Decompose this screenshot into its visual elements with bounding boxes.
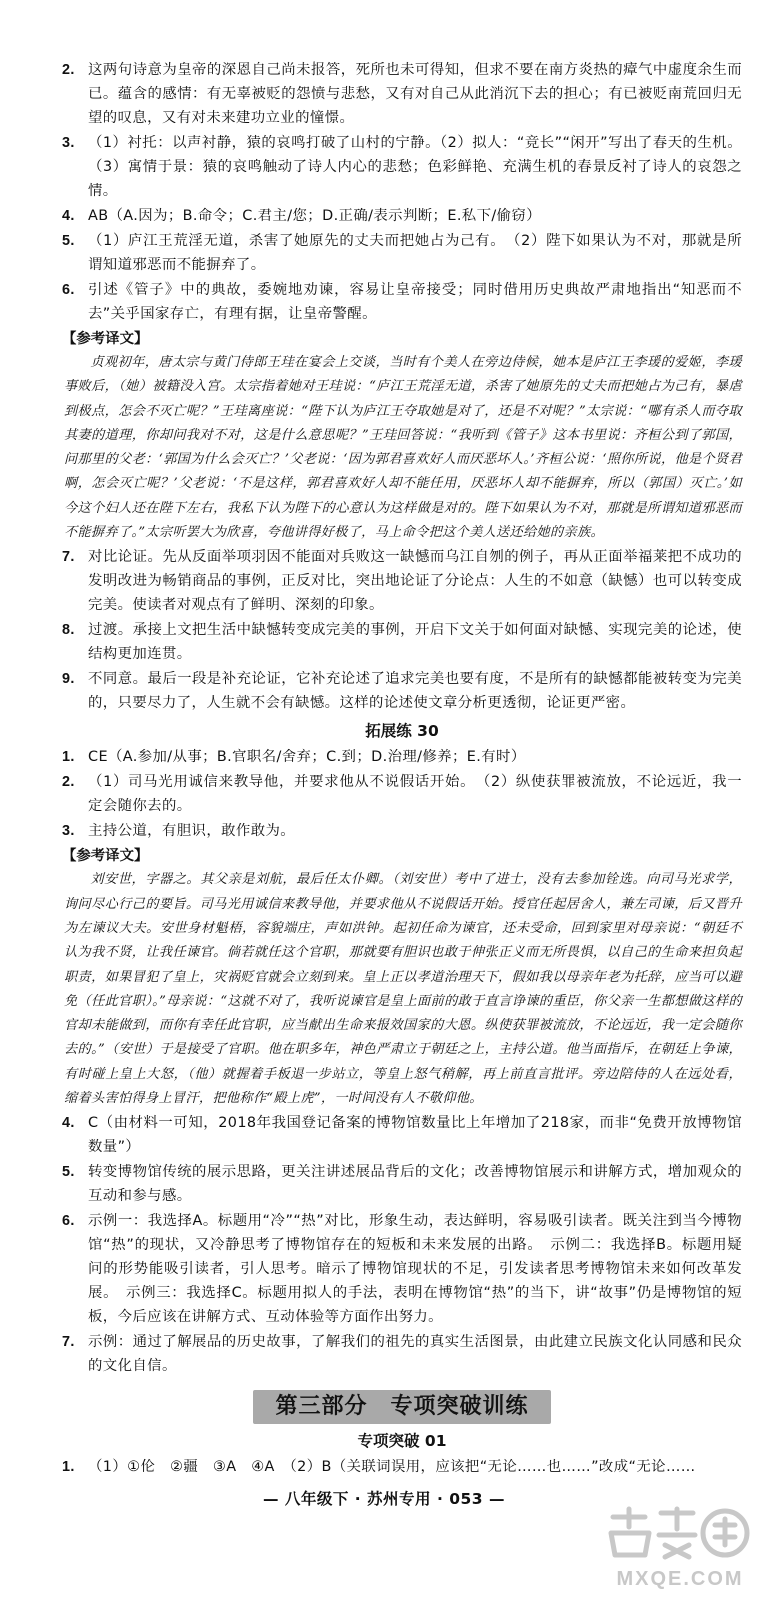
item-number: 9. — [62, 671, 75, 688]
item-number: 4. — [62, 1115, 75, 1132]
item-text: C（由材料一可知，2018年我国登记备案的博物馆数量比上年增加了218家，而非“免费开放博物馆数量”） — [88, 1115, 742, 1156]
item-number: 3. — [62, 135, 75, 151]
answer-item — [62, 1111, 742, 1159]
item-text: AB（A.因为；B.命令；C.君主/您；D.正确/表示判断；E.私下/偷窃） — [88, 208, 542, 224]
item-number: 6. — [62, 1213, 75, 1230]
answer-item — [62, 204, 742, 228]
item-text: 过渡。承接上文把生活中缺憾转变成完美的事例，开启下文关于如何面对缺憾、实现完美的论述，使结构更加连贯。 — [88, 622, 742, 663]
item-number: 1. — [62, 1459, 75, 1476]
item-text: 对比论证。先从反面举项羽因不能面对兵败这一缺憾而乌江自刎的例子，再从正面举福莱把不成功的发明改进为畅销商品的事例，正反对比，突出地论证了分论点：人生的不如意（缺憾）也可以转变成完美。使读者对观点有了鲜明、深刻的印象。 — [88, 549, 742, 614]
answer-item — [62, 819, 742, 843]
answer-item — [62, 229, 742, 277]
part-banner-wrap — [62, 1390, 742, 1424]
reference-translation-label: 【参考译文】 — [62, 331, 149, 347]
answer-group-a — [62, 58, 742, 326]
watermark-logo — [605, 1505, 755, 1591]
answer-item — [62, 1160, 742, 1208]
answer-item — [62, 618, 742, 666]
answer-group-b — [62, 545, 742, 715]
item-text: （1）①伦 ②疆 ③A ④A （2）B（关联词误用，应该把“无论……也……”改成“无论…… — [88, 1459, 696, 1476]
answer-item — [62, 58, 742, 130]
page-footer: — 八年级下 · 苏州专用 · 053 — — [262, 1490, 505, 1508]
item-text: 引述《管子》中的典故，委婉地劝谏，容易让皇帝接受；同时借用历史典故严肃地指出“知恶而不去”关乎国家存亡，有理有据，让皇帝警醒。 — [88, 282, 742, 322]
item-text: CE（A.参加/从事；B.官职名/舍弃；C.到；D.治理/修养；E.有时） — [88, 749, 526, 766]
answer-item — [62, 1209, 742, 1329]
answer-item — [62, 1455, 742, 1479]
item-number: 6. — [62, 282, 75, 298]
item-number: 5. — [62, 1164, 75, 1181]
part-banner: 第三部分 专项突破训练 — [253, 1390, 550, 1424]
answer-item — [62, 545, 742, 617]
item-text: （1）司马光用诚信来教导他，并要求他从不说假话开始。 （2）纵使获罪被流放，不论远近，我一定会随你去的。 — [88, 774, 742, 815]
answer-group-d — [62, 1111, 742, 1378]
item-number: 8. — [62, 622, 75, 639]
answer-item — [62, 667, 742, 715]
reference-translation: 贞观初年，唐太宗与黄门侍郎王珪在宴会上交谈，当时有个美人在旁边侍候，她本是庐江王李瑗的爱姬，李瑗事败后，（她）被籍没入宫。太宗指着她对王珪说：“庐江王荒淫无道，杀害了她原先的丈夫而把她占为己有，暴虐到极点，怎会不灭亡呢？”王珪离座说：“陛下认为庐江王夺取她是对了，还是不对呢？”太宗说：“哪有杀人而夺取其妻的道理，你却问我对不对，这是什么意思呢？”王珪回答说：“我听到《管子》这本书里说：齐桓公到了郭国，问那里的父老：‘郭国为什么会灭亡？’父老说：‘因为郭君喜欢好人而厌恶坏人。’齐桓公说：‘照你所说，他是个贤君啊，怎会灭亡呢？’父老说：‘不是这样，郭君喜欢好人却不能任用，厌恶坏人却不能摒弃，所以（郭国）灭亡。’如今这个妇人还在陛下左右，我私下认为陛下的心意认为这样做是对的。陛下如果认为不对，那就是所谓知道邪恶而不能摒弃了。”太宗听罢大为欣喜，夸他讲得好极了，马上命令把这个美人送还给她的亲族。 — [64, 355, 742, 541]
item-number: 7. — [62, 1334, 75, 1351]
answer-item — [62, 131, 742, 203]
item-text: 主持公道，有胆识，敢作敢为。 — [88, 823, 296, 840]
answer-item — [62, 770, 742, 818]
answer-item — [62, 278, 742, 326]
item-number: 5. — [62, 233, 75, 249]
reference-translation-label: 【参考译文】 — [62, 848, 149, 865]
item-text: （1）庐江王荒淫无道，杀害了她原先的丈夫而把她占为己有。 （2）陛下如果认为不对，那就是所谓知道邪恶而不能摒弃了。 — [88, 233, 742, 273]
answer-page — [62, 58, 742, 1480]
item-number: 2. — [62, 774, 75, 791]
svg-text:MXQE.COM: MXQE.COM — [616, 1568, 744, 1590]
answer-item — [62, 745, 742, 769]
item-number: 3. — [62, 823, 75, 840]
item-number: 2. — [62, 62, 75, 78]
answer-item — [62, 1330, 742, 1378]
item-text: 不同意。最后一段是补充论证，它补充论述了追求完美也要有度，不是所有的缺憾都能被转变为完美的，只要尽力了，人生就不会有缺憾。这样的论述使文章分析更透彻，论证更严密。 — [88, 671, 742, 712]
section-title: 拓展练 30 — [365, 722, 439, 741]
item-text: 这两句诗意为皇帝的深恩自己尚未报答，死所也未可得知，但求不要在南方炎热的瘴气中虚度余生而已。蕴含的感情：有无辜被贬的怨愤与悲愁，又有对自己从此消沉下去的担心；有已被贬南荒回归无望的叹息，又有对未来建功立业的憧憬。 — [88, 62, 742, 126]
item-number: 1. — [62, 749, 75, 766]
answer-group-e — [62, 1455, 742, 1479]
item-number: 7. — [62, 549, 75, 566]
subsection-title: 专项突破 01 — [357, 1432, 447, 1451]
item-text: 转变博物馆传统的展示思路，更关注讲述展品背后的文化；改善博物馆展示和讲解方式，增加观众的互动和参与感。 — [88, 1164, 742, 1205]
reference-translation: 刘安世，字器之。其父亲是刘航，最后任太仆卿。（刘安世）考中了进士，没有去参加铨选。向司马光求学，询问尽心行己的要旨。司马光用诚信来教导他，并要求他从不说假话开始。授官任起居舍人，兼左司谏，后又晋升为左谏议大夫。安世身材魁梧，容貌端庄，声如洪钟。起初任命为谏官，还未受命，回到家里对母亲说：“朝廷不认为我不贤，让我任谏官。倘若就任这个官职，那就要有胆识也敢于伸张正义而无所畏惧，以自己的生命来担负起职责，如果冒犯了皇上，灾祸贬官就会立刻到来。皇上正以孝道治理天下，假如我以母亲年老为托辞，应当可以避免（任此官职）。”母亲说：“这就不对了，我听说谏官是皇上面前的敢于直言诤谏的重臣，你父亲一生都想做这样的官却未能做到，而你有幸任此官职，应当献出生命来报效国家的大恩。纵使获罪被流放，不论远近，我一定会随你去的。”（安世）于是接受了官职。他在职多年，神色严肃立于朝廷之上，主持公道。他当面指斥，在朝廷上争谏，有时碰上皇上大怒，（他）就握着手板退一步站立，等皇上怒气稍解，再上前直言批评。旁边陪侍的人在远处看，缩着头害怕得身上冒汗，把他称作“殿上虎”，一时间没有人不敬仰他。 — [64, 872, 742, 1107]
item-text: （1）衬托：以声衬静，猿的哀鸣打破了山村的宁静。（2）拟人：“竞长”“闲开”写出了春天的生机。（3）寓情于景：猿的哀鸣触动了诗人内心的悲愁；色彩鲜艳、充满生机的春景反衬了诗人的哀怨之情。 — [88, 135, 742, 199]
item-number: 4. — [62, 208, 75, 224]
answer-group-c — [62, 745, 742, 843]
item-text: 示例：通过了解展品的历史故事，了解我们的祖先的真实生活图景，由此建立民族文化认同感和民众的文化自信。 — [88, 1334, 742, 1375]
item-text: 示例一：我选择A。标题用“冷”“热”对比，形象生动，表达鲜明，容易吸引读者。既关注到当今博物馆“热”的现状，又冷静思考了博物馆存在的短板和未来发展的出路。 示例二：我选择B。标题用疑问的形势能吸引读者，引人思考。暗示了博物馆现状的不足，引发读者思考博物馆未来如何改革发展。 示例三：我选择C。标题用拟人的手法，表明在博物馆“热”的当下，讲“故事”仍是博物馆的短板，今后应该在讲解方式、互动体验等方面作出努力。 — [88, 1213, 742, 1326]
